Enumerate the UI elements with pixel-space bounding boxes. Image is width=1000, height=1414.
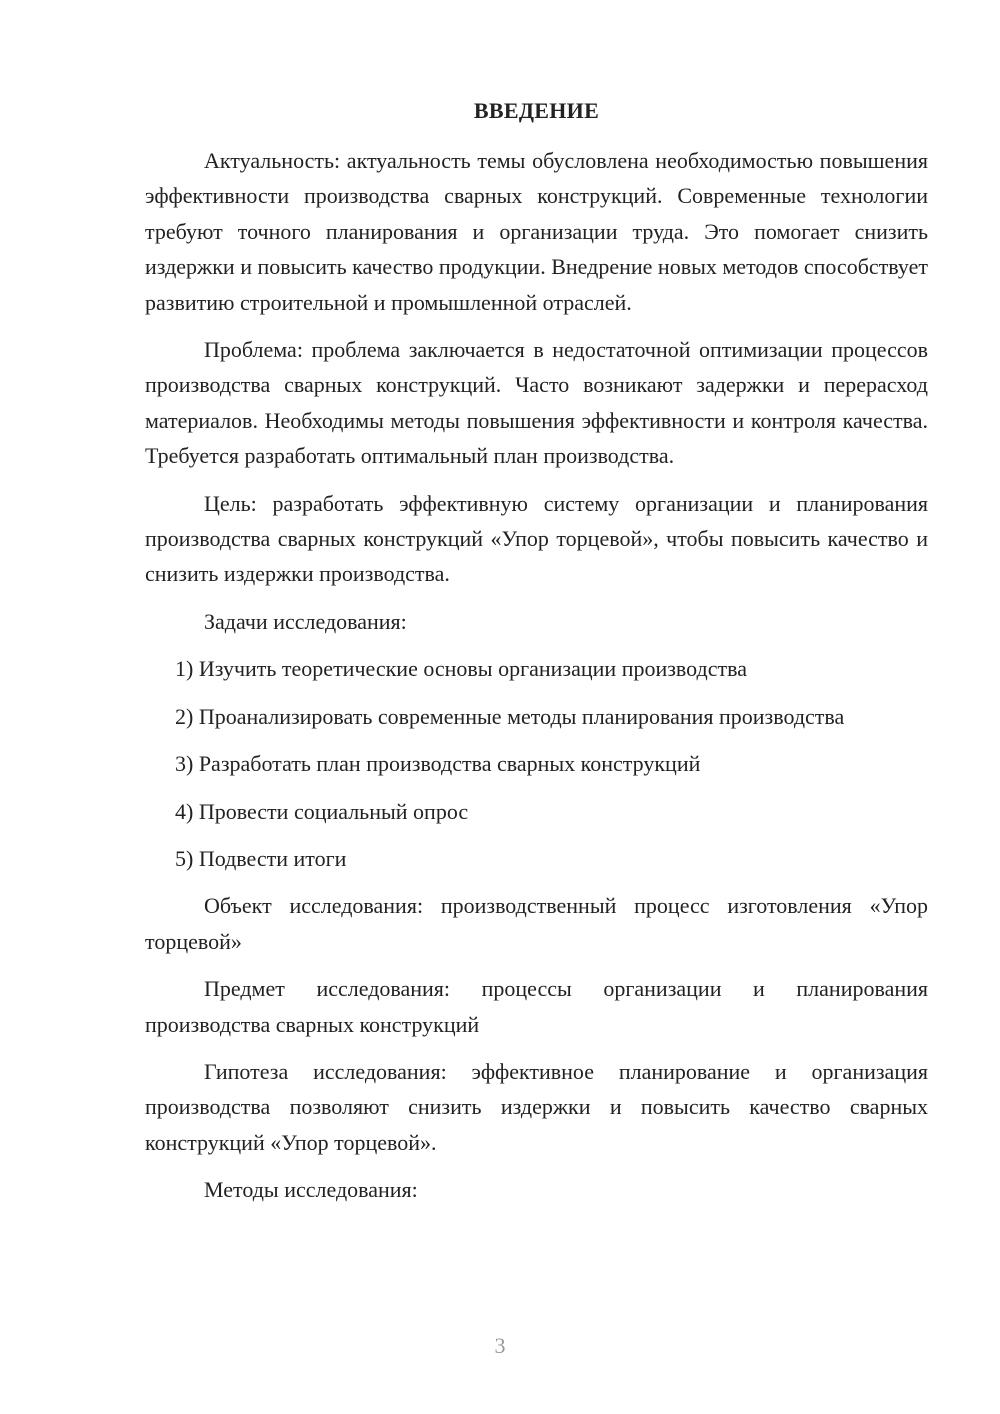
page-number: 3 <box>494 1333 506 1358</box>
document-page <box>145 95 928 1220</box>
task-item-2: 2) Проанализировать современные методы планирования производства <box>175 703 845 729</box>
hypothesis-paragraph: Гипотеза исследования: эффективное планирование и организация производства позволяют снизить издержки и повысить качество сварных конструкций «Упор торцевой». <box>145 1058 928 1155</box>
subject-paragraph: Предмет исследования: процессы организации и планирования производства сварных конструкций <box>145 976 928 1037</box>
methods-title: Методы исследования: <box>204 1177 418 1203</box>
object-paragraph: Объект исследования: производственный процесс изготовления «Упор торцевой» <box>145 893 928 954</box>
relevance-paragraph: Актуальность: актуальность темы обусловлена необходимостью повышения эффективности производства сварных конструкций. Современные технологии требуют точного планирования и организации труда. Это помогает снизить издержки и повысить качество продукции. Внедрение новых методов способствует развитию строительной и промышленной отраслей. <box>145 148 928 315</box>
task-item-4: 4) Провести социальный опрос <box>175 798 469 824</box>
problem-paragraph: Проблема: проблема заключается в недостаточной оптимизации процессов производства сварных конструкций. Часто возникают задержки и перерасход материалов. Необходимы методы повышения эффективности и контроля качества. Требуется разработать оптимальный план производства. <box>145 337 928 469</box>
goal-paragraph: Цель: разработать эффективную систему организации и планирования производства сварных конструкций «Упор торцевой», чтобы повысить качество и снизить издержки производства. <box>145 490 928 587</box>
task-item-5: 5) Подвести итоги <box>175 845 347 871</box>
task-item-1: 1) Изучить теоретические основы организации производства <box>175 656 747 682</box>
tasks-title: Задачи исследования: <box>204 608 407 634</box>
section-heading: ВВЕДЕНИЕ <box>473 98 600 123</box>
task-item-3: 3) Разработать план производства сварных конструкций <box>175 751 701 777</box>
